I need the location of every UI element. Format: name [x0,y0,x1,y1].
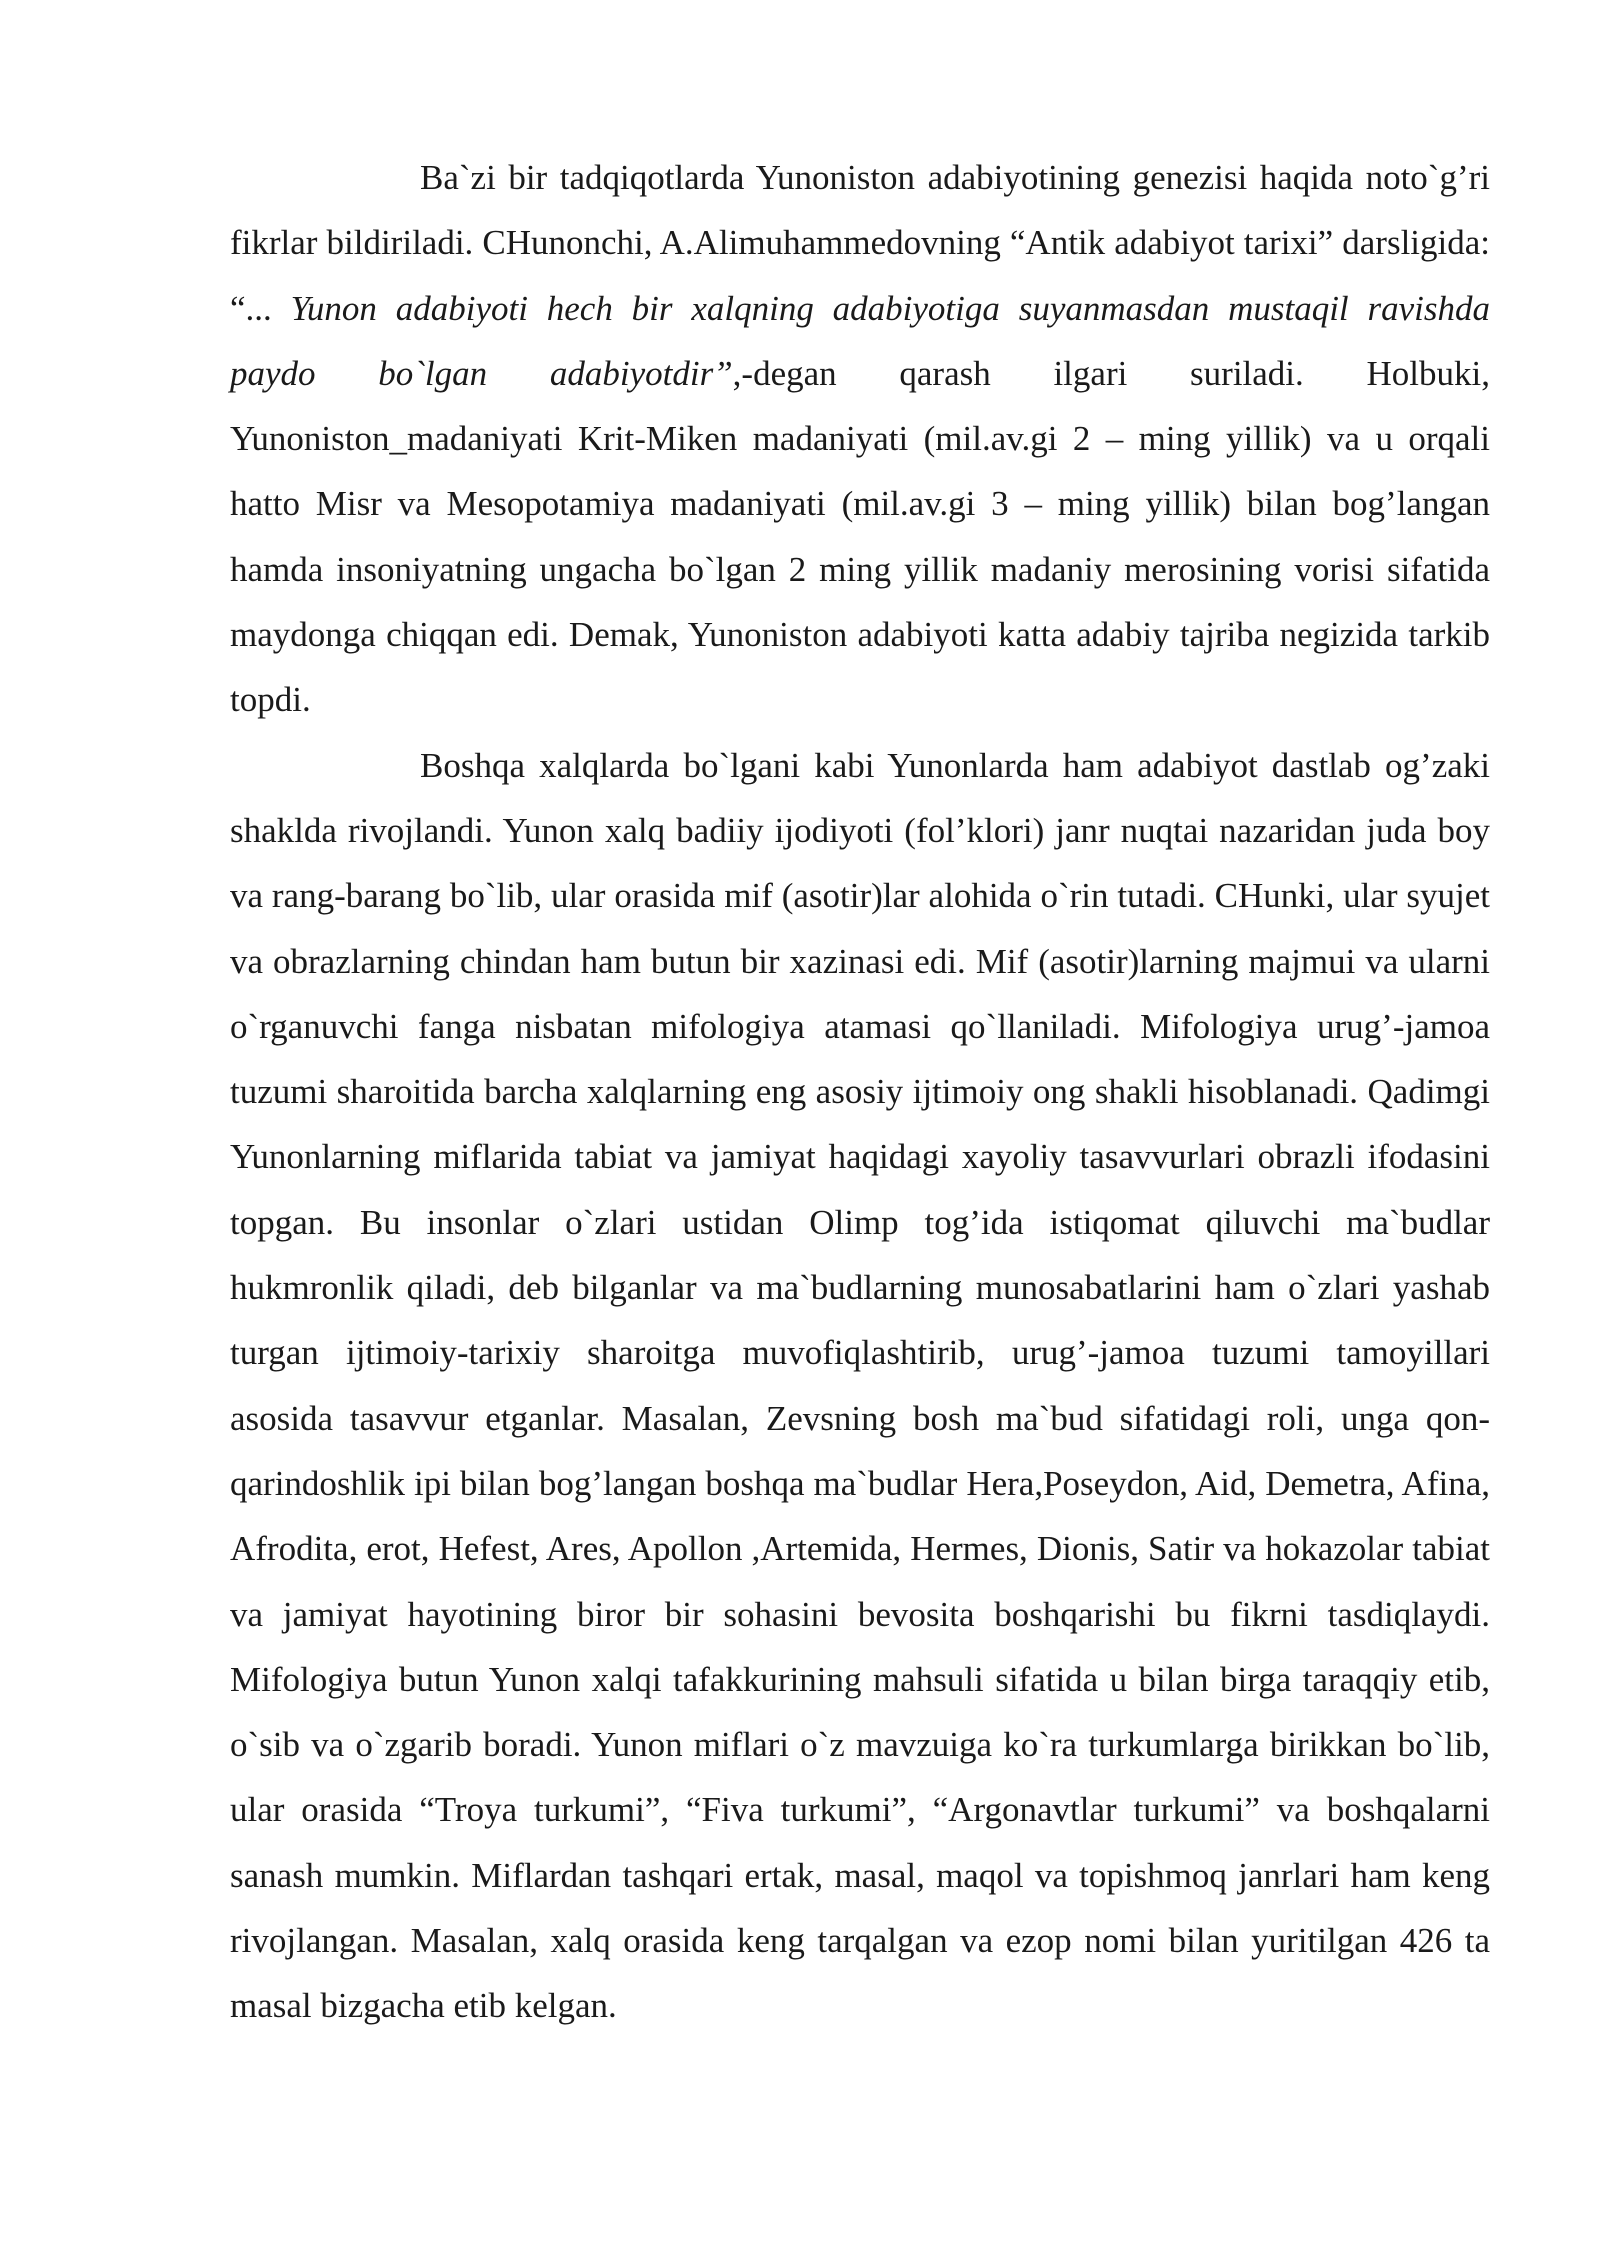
paragraph-1-italic-quote: Yunon adabiyoti hech bir xalqning adabiyotiga suyanmasdan mustaqil ravishda paydo bo`lgan adabiyotdir” [230,288,1490,393]
paragraph-2: Boshqa xalqlarda bo`lgani kabi Yunonlarda ham adabiyot dastlab og’zaki shaklda rivojlandi. Yunon xalq badiiy ijodiyoti (fol’klori) janr nuqtai nazaridan juda boy va rang-barang bo`lib, ular orasida mif (asotir)lar alohida o`rin tutadi. CHunki, ular syujet va obrazlarning chindan ham butun bir xazinasi edi. Mif (asotir)larning majmui va ularni o`rganuvchi fanga nisbatan mifologiya atamasi qo`llaniladi. Mifologiya urug’-jamoa tuzumi sharoitida barcha xalqlarning eng asosiy ijtimoiy ong shakli hisoblanadi. Qadimgi Yunonlarning miflarida tabiat va jamiyat haqidagi xayoliy tasavvurlari obrazli ifodasini topgan. Bu insonlar o`zlari ustidan Olimp tog’ida istiqomat qiluvchi ma`budlar hukmronlik qiladi, deb bilganlar va ma`budlarning munosabatlarini ham o`zlari yashab turgan ijtimoiy-tarixiy sharoitga muvofiqlashtirib, urug’-jamoa tuzumi tamoyillari asosida tasavvur etganlar. Masalan, Zevsning bosh ma`bud sifatidagi roli, unga qon-qarindoshlik ipi bilan bog’langan boshqa ma`budlar Hera,Poseydon, Aid, Demetra, Afina, Afrodita, erot, Hefest, Ares, Apollon ,Artemida, Hermes, Dionis, Satir va hokazolar tabiat va jamiyat hayotining biror bir sohasini bevosita boshqarishi bu fikrni tasdiqlaydi. Mifologiya butun Yunon xalqi tafakkurining mahsuli sifatida u bilan birga taraqqiy etib, o`sib va o`zgarib boradi. Yunon miflari o`z mavzuiga ko`ra turkumlarga birikkan bo`lib, ular orasida “Troya turkumi”, “Fiva turkumi”, “Argonavtlar turkumi” va boshqalarni sanash mumkin. Miflardan tashqari ertak, masal, maqol va topishmoq janrlari ham keng rivojlangan. Masalan, xalq orasida keng tarqalgan va ezop nomi bilan yuritilgan 426 ta masal bizgacha etib kelgan. [230,745,1490,2026]
paragraph-1-text-end: ,-degan qarash ilgari suriladi. Holbuki, Yunoniston_madaniyati Krit-Miken madaniyati (mil.av.gi 2 – ming yillik) va u orqali hatto Misr va Mesopotamiya madaniyati (mil.av.gi 3 – ming yillik) bilan bog’langan hamda insoniyatning ungacha bo`lgan 2 ming yillik madaniy merosining vorisi sifatida maydonga chiqqan edi. Demak, Yunoniston adabiyoti katta adabiy tajriba negizida tarkib topdi. [230,353,1490,720]
document-page [230,145,1490,2039]
paragraph-1-text-start: Ba`zi bir tadqiqotlarda Yunoniston adabiyotining genezisi haqida noto`g’ri fikrlar bildiriladi. CHunonchi, A.Alimuhammedovning “Antik adabiyot tarixi” darsligida: “... [230,158,1490,328]
paragraph-1 [230,145,1490,733]
